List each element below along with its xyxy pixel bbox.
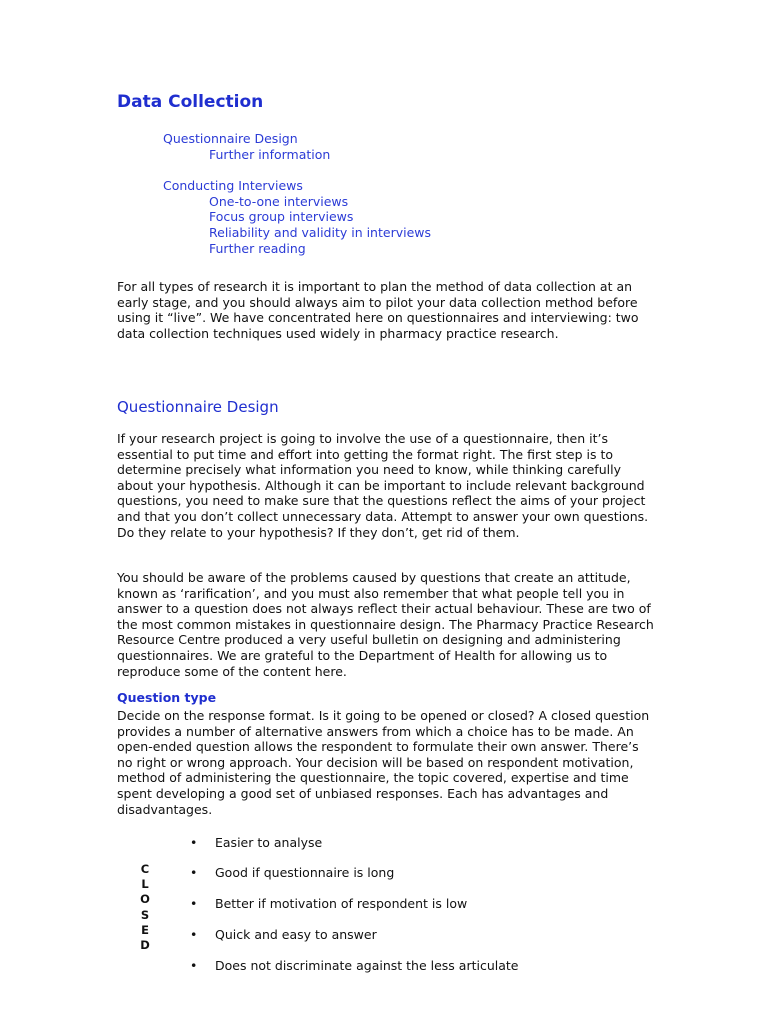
closed-letter: D	[140, 938, 150, 953]
bullet-icon: •	[190, 835, 198, 850]
questionnaire-paragraph-1: If your research project is going to involve the use of a questionnaire, then it’s essential to put time and effort into getting the format right. The first step is to determine precisely what information you need to know, while thinking carefully about your hypothesis. Although it can be important to include relevant background questions, you need to make sure that the questions reflect the aims of your project and that you don’t collect unnecessary data. Attempt to answer your own questions. Do they relate to your hypothesis? If they don’t, get rid of them.	[117, 431, 649, 540]
list-item	[190, 927, 377, 942]
toc-link-further-information[interactable]: Further information	[209, 147, 331, 162]
toc-link-conducting-interviews[interactable]: Conducting Interviews	[163, 178, 303, 193]
closed-letter: E	[141, 922, 149, 937]
bullet-icon: •	[190, 927, 198, 942]
list-item	[190, 896, 467, 911]
bullet-text: Quick and easy to answer	[215, 927, 377, 942]
bullet-icon: •	[190, 896, 198, 911]
page-title: Data Collection	[117, 92, 264, 112]
question-type-heading: Question type	[117, 690, 217, 705]
list-item	[190, 865, 394, 880]
closed-letter: O	[140, 892, 150, 907]
closed-vertical-label	[138, 862, 152, 953]
toc-link-focus-group[interactable]: Focus group interviews	[209, 209, 354, 224]
bullet-icon: •	[190, 958, 198, 973]
bullet-text: Easier to analyse	[215, 835, 323, 850]
list-item	[190, 835, 322, 850]
bullet-text: Better if motivation of respondent is low	[215, 896, 468, 911]
toc-link-questionnaire-design[interactable]: Questionnaire Design	[163, 131, 298, 146]
bullet-text: Does not discriminate against the less articulate	[215, 958, 519, 973]
bullet-text: Good if questionnaire is long	[215, 865, 395, 880]
toc-link-reliability[interactable]: Reliability and validity in interviews	[209, 225, 432, 240]
intro-paragraph: For all types of research it is important to plan the method of data collection at an early stage, and you should always aim to pilot your data collection method before using it “live”. We have concentrated here on questionnaires and interviewing: two data collection techniques used widely in pharmacy practice research.	[117, 279, 639, 341]
bullet-icon: •	[190, 865, 198, 880]
closed-letter: C	[140, 862, 150, 876]
closed-letter: L	[141, 877, 149, 892]
list-item	[190, 958, 518, 973]
toc-link-one-to-one[interactable]: One-to-one interviews	[209, 194, 349, 209]
section-heading: Questionnaire Design	[117, 398, 279, 416]
closed-letter: S	[140, 907, 150, 922]
questionnaire-paragraph-2: You should be aware of the problems caused by questions that create an attitude, known as ‘rarification’, and you must also remember that what people tell you in answer to a question does not always reflect their actual behaviour. These are two of the most common mistakes in questionnaire design. The Pharmacy Practice Research Resource Centre produced a very useful bulletin on designing and administering questionnaires. We are grateful to the Department of Health for allowing us to reproduce some of the content here.	[117, 570, 654, 679]
question-type-paragraph: Decide on the response format. Is it going to be opened or closed? A closed question provides a number of alternative answers from which a choice has to be made. An open-ended question allows the respondent to formulate their own answer. There’s no right or wrong approach. Your decision will be based on respondent motivation, method of administering the questionnaire, the topic covered, expertise and time spent developing a good set of unbiased responses. Each has advantages and disadvantages.	[117, 708, 650, 817]
toc-link-further-reading[interactable]: Further reading	[209, 241, 306, 256]
